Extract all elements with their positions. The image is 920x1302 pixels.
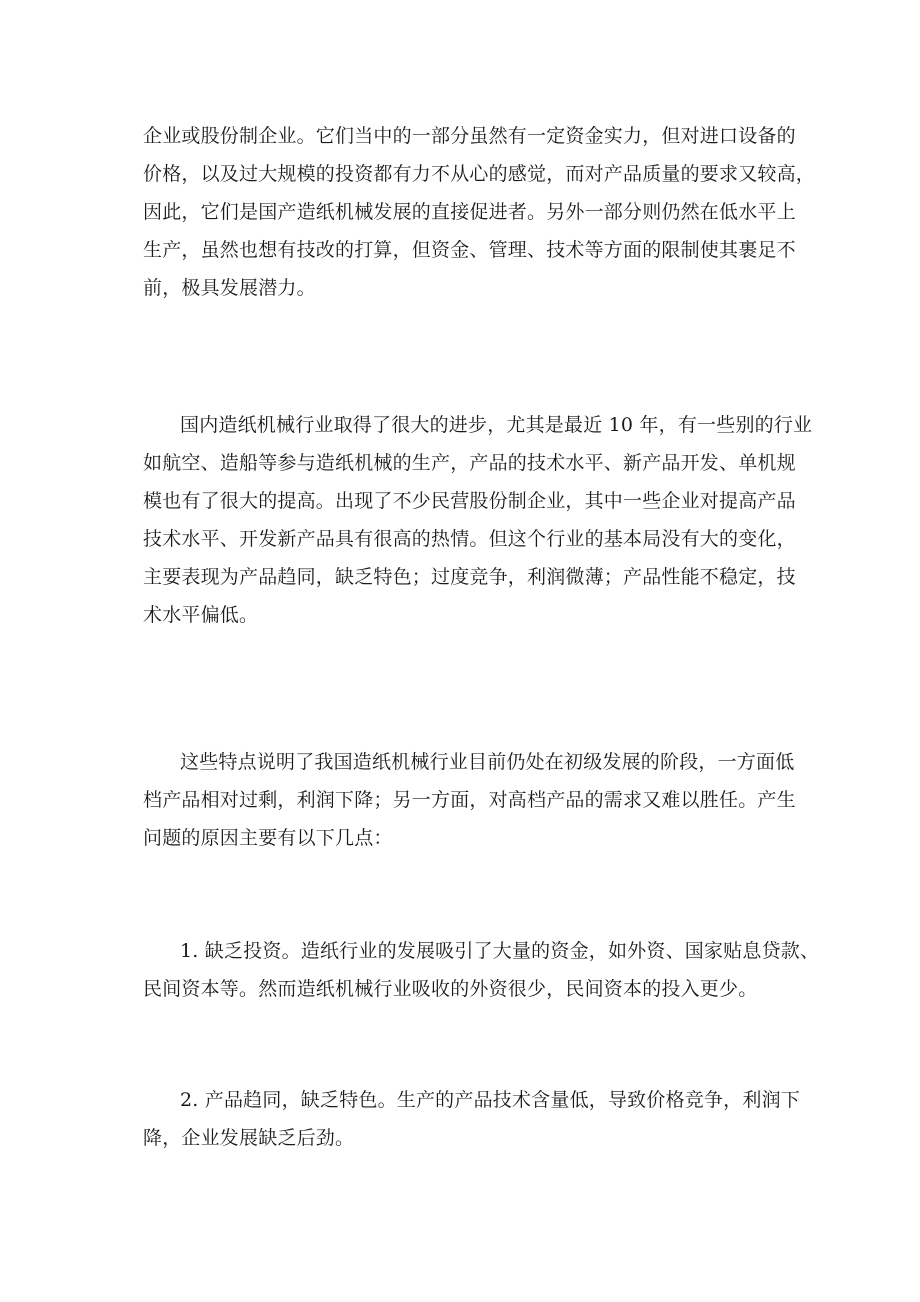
paragraph-line: 术水平偏低。 xyxy=(143,604,259,626)
paragraph-1 xyxy=(143,117,816,307)
paragraph-2 xyxy=(143,406,813,634)
paragraph-5 xyxy=(143,1081,800,1157)
paragraph-line: 降，企业发展缺乏后劲。 xyxy=(143,1127,355,1149)
paragraph-line: 档产品相对过剩，利润下降；另一方面，对高档产品的需求又难以胜任。产生 xyxy=(143,789,796,811)
paragraph-line: 生产，虽然也想有技改的打算，但资金、管理、技术等方面的限制使其裹足不 xyxy=(143,239,796,261)
paragraph-line: 价格，以及过大规模的投资都有力不从心的感觉，而对产品质量的要求又较高， xyxy=(143,163,816,185)
paragraph-line: 这些特点说明了我国造纸机械行业目前仍处在初级发展的阶段，一方面低 xyxy=(180,751,795,773)
paragraph-line: 国内造纸机械行业取得了很大的进步，尤其是最近 10 年，有一些别的行业 xyxy=(180,414,813,436)
paragraph-line: 2. 产品趋同，缺乏特色。生产的产品技术含量低，导致价格竞争，利润下 xyxy=(180,1089,800,1111)
paragraph-line: 问题的原因主要有以下几点： xyxy=(143,827,393,849)
paragraph-line: 技术水平、开发新产品具有很高的热情。但这个行业的基本局没有大的变化， xyxy=(143,528,796,550)
paragraph-3 xyxy=(143,743,796,857)
paragraph-line: 前，极具发展潜力。 xyxy=(143,277,316,299)
paragraph-line: 因此，它们是国产造纸机械发展的直接促进者。另外一部分则仍然在低水平上 xyxy=(143,201,796,223)
paragraph-line: 1. 缺乏投资。造纸行业的发展吸引了大量的资金，如外资、国家贴息贷款、 xyxy=(180,940,820,962)
paragraph-line: 民间资本等。然而造纸机械行业吸收的外资很少，民间资本的投入更少。 xyxy=(143,978,758,1000)
paragraph-line: 企业或股份制企业。它们当中的一部分虽然有一定资金实力，但对进口设备的 xyxy=(143,125,796,147)
paragraph-line: 如航空、造船等参与造纸机械的生产，产品的技术水平、新产品开发、单机规 xyxy=(143,452,796,474)
paragraph-line: 主要表现为产品趋同，缺乏特色；过度竞争，利润微薄；产品性能不稳定，技 xyxy=(143,566,796,588)
paragraph-4 xyxy=(143,932,820,1008)
paragraph-line: 模也有了很大的提高。出现了不少民营股份制企业，其中一些企业对提高产品 xyxy=(143,490,796,512)
